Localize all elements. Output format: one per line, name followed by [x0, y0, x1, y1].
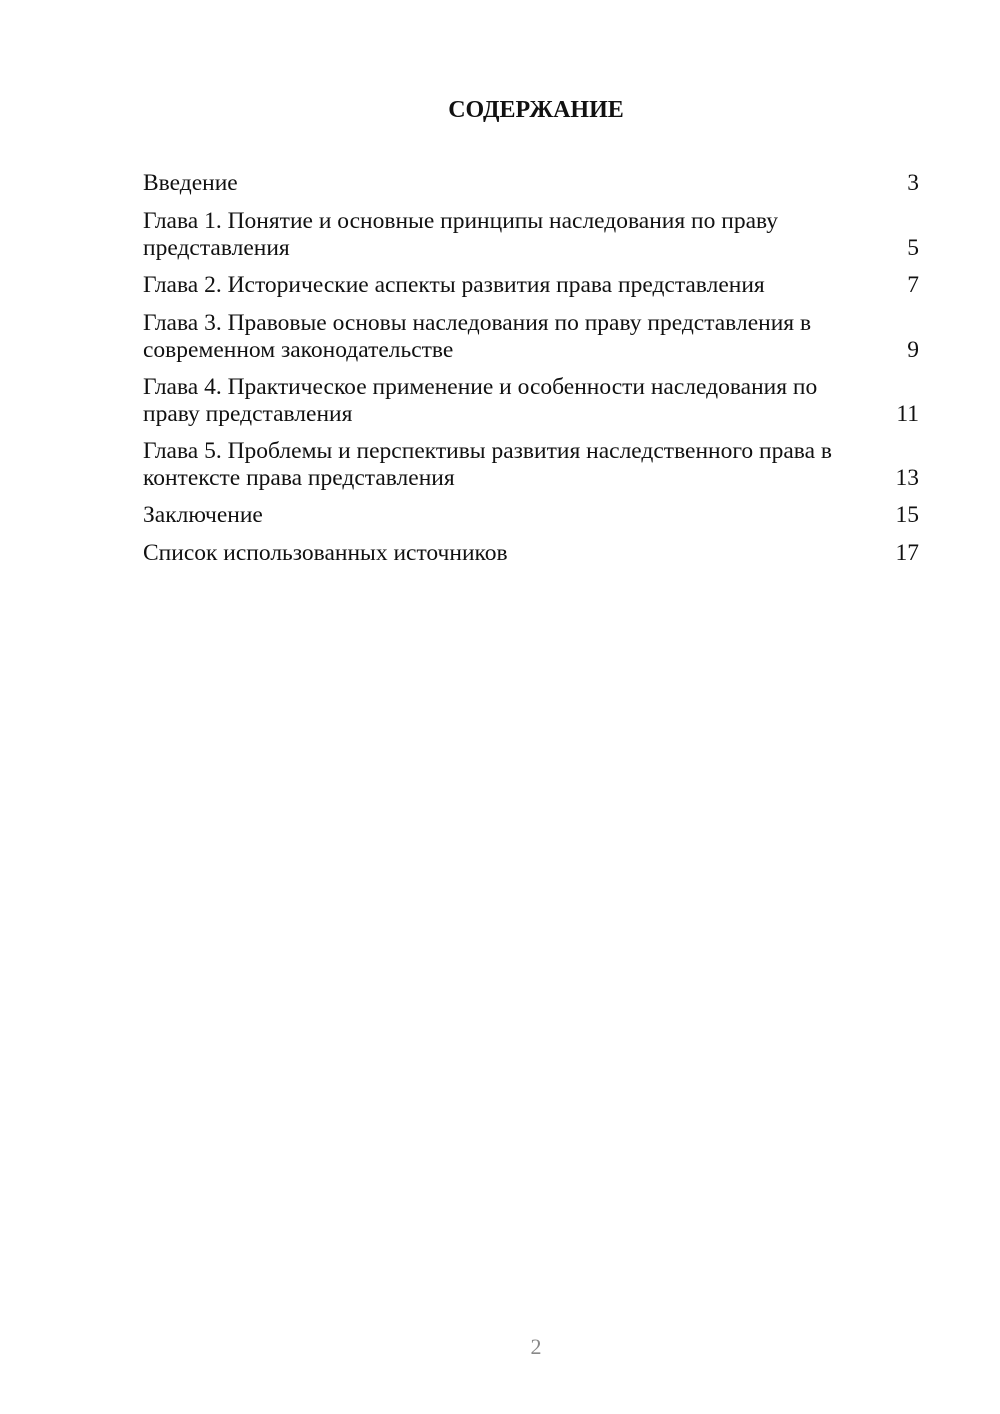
- toc-entry: [143, 208, 919, 262]
- toc-entry-page: 7: [907, 272, 919, 298]
- toc-entry-page: 15: [895, 502, 919, 528]
- toc-entry: [143, 374, 919, 428]
- toc-entry: [143, 272, 919, 299]
- toc-entry-title: Введение: [143, 170, 238, 196]
- toc-entry-page: 3: [907, 170, 919, 196]
- toc-entry-title: Глава 4. Практическое применение и особенности наследования по праву представления: [143, 374, 818, 427]
- toc-entry-page: 11: [896, 401, 919, 427]
- page-number: 2: [530, 1334, 542, 1359]
- toc-entry-page: 5: [907, 235, 919, 261]
- toc-entry-page: 17: [895, 540, 919, 566]
- toc-entry: [143, 540, 919, 567]
- toc-entry-title: Глава 1. Понятие и основные принципы наследования по праву представления: [143, 208, 779, 261]
- toc-entry-page: 13: [895, 465, 919, 491]
- toc-entry-title: Заключение: [143, 502, 263, 528]
- toc-entry: [143, 170, 919, 197]
- toc-entry: [143, 438, 919, 492]
- toc-entry-title: Глава 2. Исторические аспекты развития права представления: [143, 272, 765, 298]
- toc-entry-page: 9: [907, 337, 919, 363]
- toc-entry: [143, 502, 919, 529]
- toc-entry: [143, 310, 919, 364]
- page-title: СОДЕРЖАНИЕ: [448, 97, 624, 123]
- toc-entry-title: Список использованных источников: [143, 540, 508, 566]
- toc-entry-title: Глава 5. Проблемы и перспективы развития наследственного права в контексте права представления: [143, 438, 832, 491]
- toc-entry-title: Глава 3. Правовые основы наследования по праву представления в современном законодательстве: [143, 310, 812, 363]
